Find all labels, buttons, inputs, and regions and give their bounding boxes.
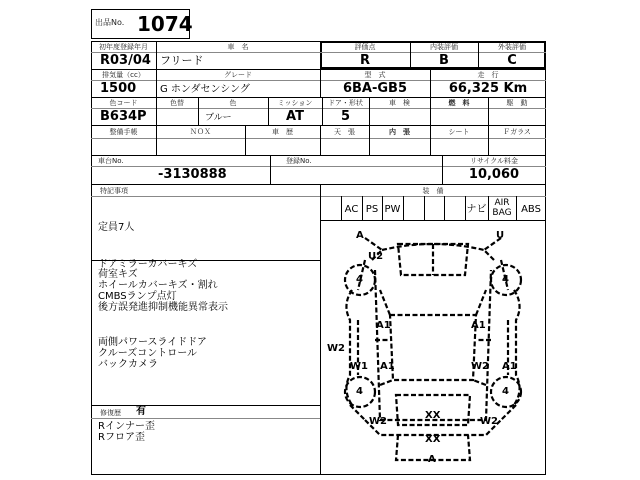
mark-u-front-right: U [496, 230, 505, 241]
mark-u2: U2 [368, 251, 384, 262]
mark-w2-bottom-left: W2 [369, 416, 387, 427]
mileage-label: 走 行 [477, 71, 499, 79]
equip-navi: ナビ [466, 204, 487, 215]
roof-label: 天 張 [334, 128, 355, 136]
maintenance-label: 整備手帳 [109, 128, 138, 136]
nox-label: ＮＯＸ [190, 128, 211, 136]
displacement-label: 排気量（cc） [102, 71, 145, 79]
score-value: R [359, 53, 370, 68]
drive-label: 駆 動 [506, 99, 528, 107]
mileage-value: 66,325 Km [448, 81, 528, 96]
chassis-label: 車台No. [98, 157, 124, 165]
f-glass-label: Ｆガラス [503, 128, 531, 136]
grade-value: G ホンダセンシング [160, 84, 250, 95]
interior-label: 内装評価 [430, 43, 458, 51]
equipment-title: 装 備 [422, 187, 444, 195]
mark-a1-right: A1 [471, 320, 486, 331]
mark-w2-bottom-right: W2 [480, 416, 498, 427]
doors-value: 5 [340, 109, 351, 124]
reg-no-label: 登録No. [286, 157, 312, 165]
inspection-label: 車 検 [389, 99, 410, 107]
model-label: 型 式 [364, 71, 386, 79]
model-value: 6BA-GB5 [342, 81, 408, 96]
equip-airbag: AIR BAG [492, 198, 512, 218]
repair-note-1: Rインナー歪 [98, 421, 155, 432]
remark2-line-2: クルーズコントロール [98, 348, 197, 359]
remark-line-1: ドアミラーカバーキズ [98, 259, 198, 270]
mark-xx-bottom: XX [425, 434, 441, 445]
transmission-label: ミッション [277, 99, 313, 107]
tire-rr-value: 4 [502, 386, 509, 397]
grade-label: グレード [224, 71, 252, 79]
first-reg-label: 初年度登録年月 [99, 43, 148, 51]
remark2-line-1: 両側パワースライドドア [98, 337, 207, 348]
mark-a-front-left: A [356, 230, 364, 241]
lot-label: 出品No. [95, 18, 125, 27]
lot-number: 1074 [137, 12, 193, 36]
interior-cover-label: 内 張 [389, 128, 410, 136]
repair-value: 有 [136, 406, 146, 417]
remark-line-4: CMBSランプ点灯 [98, 291, 177, 302]
color-code-label: 色コード [109, 99, 138, 107]
history-label: 車 歴 [272, 128, 293, 136]
equip-ac: AC [344, 204, 359, 215]
recycle-label: リサイクル料金 [469, 157, 519, 165]
color-code-value: B634P [100, 109, 147, 124]
seat-label: シート [448, 128, 470, 136]
interior-value: B [439, 53, 449, 68]
repair-note-2: Rフロア歪 [98, 432, 145, 443]
remark-line-5: 後方誤発進抑制機能異常表示 [98, 302, 228, 313]
equip-ps: PS [365, 204, 379, 215]
color-value: ブルー [205, 113, 232, 123]
notes-title: 特記事項 [100, 187, 128, 195]
tire-fr-value: 4 [502, 274, 509, 285]
car-name-value: フリード [160, 54, 204, 67]
equip-pw: PW [384, 204, 401, 215]
chassis-value: -3130888 [158, 167, 227, 182]
remark2-line-3: バックカメラ [98, 359, 158, 370]
displacement-value: 1500 [100, 81, 137, 96]
remark-line-2: 荷室キズ [98, 269, 138, 280]
repair-label: 修復歴 [100, 409, 121, 417]
score-label: 評価点 [354, 43, 376, 51]
recycle-value: 10,060 [468, 167, 520, 182]
remark-line-3: ホイールカバーキズ・割れ [98, 280, 218, 291]
exterior-label: 外装評価 [498, 43, 526, 51]
mark-w1: W1 [350, 361, 368, 372]
tire-rl-value: 4 [356, 386, 363, 397]
mark-a1-right2: A1 [502, 361, 517, 372]
doors-label: ドア・形状 [328, 99, 363, 107]
mark-a-bottom: A [428, 454, 436, 465]
tire-fl-value: 4 [356, 274, 363, 285]
mark-a1-left2: A1 [380, 361, 395, 372]
first-reg-value: R03/04 [100, 53, 151, 68]
transmission-value: AT [286, 109, 304, 124]
color-label: 色 [229, 99, 237, 107]
mark-xx-rear: XX [425, 410, 441, 421]
color-change-label: 色替 [170, 99, 184, 107]
exterior-value: C [507, 53, 517, 68]
equip-abs: ABS [521, 204, 541, 215]
car-name-label: 車 名 [227, 43, 249, 51]
remark-main: 定員7人 [98, 222, 135, 233]
fuel-label: 燃 料 [448, 99, 470, 107]
mark-w2-left: W2 [327, 343, 345, 354]
mark-a1-left: A1 [376, 320, 391, 331]
mark-w2-right: W2 [471, 361, 489, 372]
